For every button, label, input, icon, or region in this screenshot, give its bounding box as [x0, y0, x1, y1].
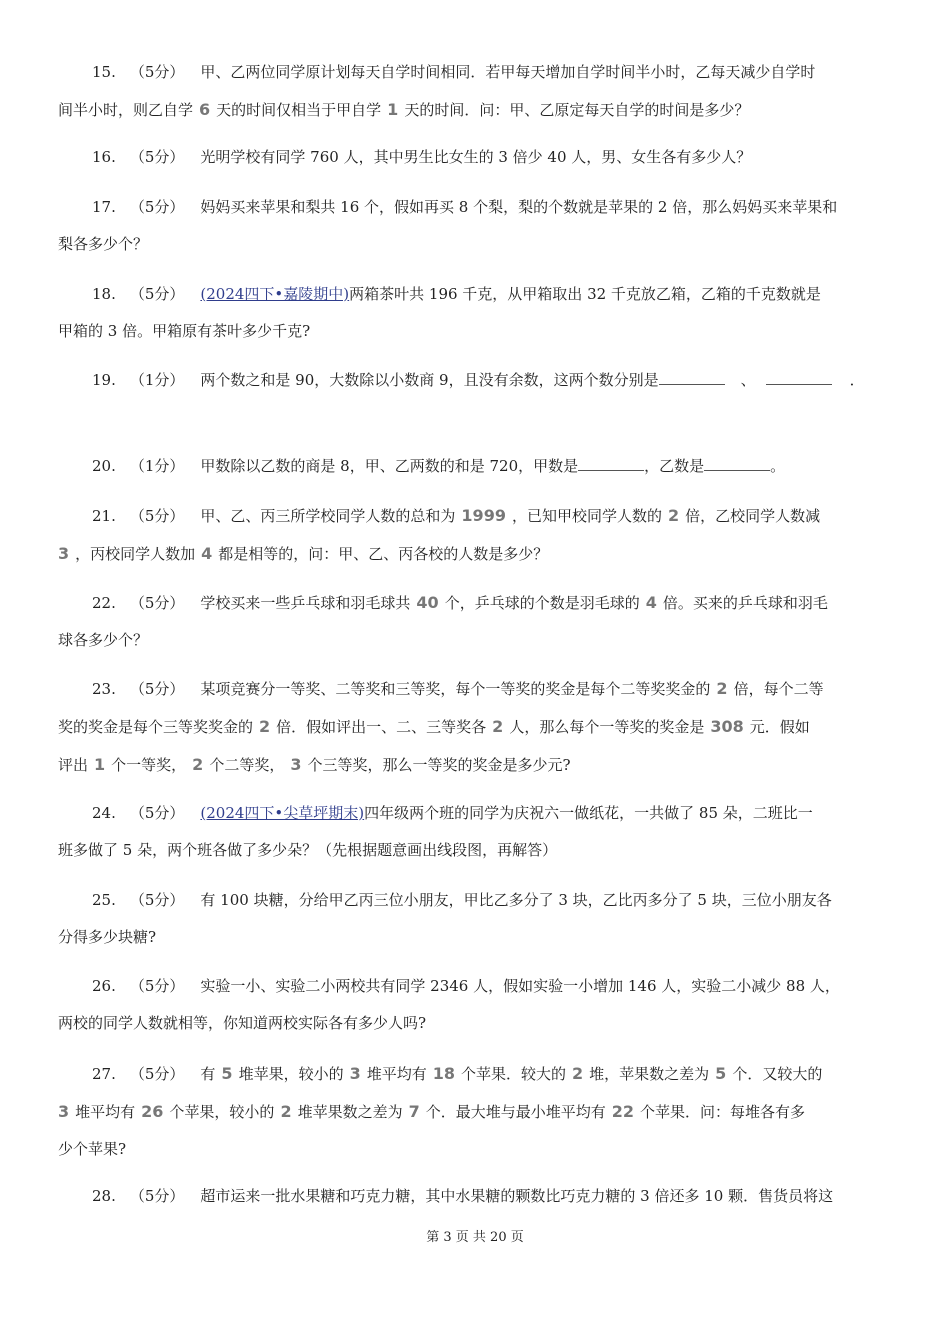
- question-15: 15. （5分） 甲、乙两位同学原计划每天自学时间相同．若甲每天增加自学时间半小时，乙每天减少自学时 间半小时，则乙自学 6 天的时间仅相当于甲自学 1 天的时间．问：甲、乙原定每天自学的时间是多少？: [58, 63, 816, 119]
- page-footer: 第 3 页 共 20 页: [426, 1230, 524, 1245]
- question-21: 21. （5分） 甲、乙、丙三所学校同学人数的总和为 1999 ，已知甲校同学人数的 2 倍，乙校同学人数减 3 ，丙校同学人数加 4 都是相等的，问：甲、乙、丙各校的人数是多少？: [58, 506, 821, 563]
- answer-blank[interactable]: [578, 456, 644, 471]
- question-26: 26. （5分） 实验一小、实验二小两校共有同学 2346 人，假如实验一小增加 146 人，实验二小减少 88 人， 两校的同学人数就相等，你知道两校实际各有多少人吗?: [58, 977, 840, 1032]
- source-link[interactable]: (2024四下•尖草坪期末): [200, 804, 365, 822]
- question-18: 18. （5分） (2024四下•嘉陵期中)两箱茶叶共 196 千克，从甲箱取出 32 千克放乙箱，乙箱的千克数就是 甲箱的 3 倍。甲箱原有茶叶多少千克?: [58, 285, 821, 340]
- question-23: 23. （5分） 某项竞赛分一等奖、二等奖和三等奖，每个一等奖的奖金是每个二等奖奖金的 2 倍，每个二等 奖的奖金是每个三等奖奖金的 2 倍．假如评出一、二、三等奖各 2 人，那么每个一等奖的奖金是 308 元．假如 评出 1 个一等奖， 2 个二等奖， 3 个三等奖，那么一等奖的奖金是多少元?: [58, 679, 824, 774]
- answer-blank[interactable]: [704, 456, 770, 471]
- question-16: 16. （5分） 光明学校有同学 760 人，其中男生比女生的 3 倍少 40 人，男、女生各有多少人？: [92, 148, 752, 166]
- question-17: 17. （5分） 妈妈买来苹果和梨共 16 个，假如再买 8 个梨，梨的个数就是苹果的 2 倍，那么妈妈买来苹果和 梨各多少个？: [58, 198, 838, 253]
- answer-blank[interactable]: [766, 370, 832, 385]
- source-link[interactable]: (2024四下•嘉陵期中): [200, 285, 350, 303]
- question-20: 20. （1分） 甲数除以乙数的商是 8，甲、乙两数的和是 720，甲数是 ，乙数是 。: [92, 457, 786, 475]
- question-24: 24. （5分） (2024四下•尖草坪期末)四年级两个班的同学为庆祝六一做纸花，一共做了 85 朵，二班比一 班多做了 5 朵，两个班各做了多少朵？（先根据题意画出线段图，再解答）: [58, 804, 813, 859]
- question-28: 28. （5分） 超市运来一批水果糖和巧克力糖，其中水果糖的颗数比巧克力糖的 3 倍还多 10 颗．售货员将这: [92, 1187, 834, 1205]
- answer-blank[interactable]: [659, 370, 725, 385]
- question-22: 22. （5分） 学校买来一些乒乓球和羽毛球共 40 个，乒乓球的个数是羽毛球的 4 倍。买来的乒乓球和羽毛 球各多少个？: [58, 593, 828, 649]
- question-19: 19. （1分） 两个数之和是 90，大数除以小数商 9，且没有余数，这两个数分别是 、 ．: [92, 371, 865, 389]
- question-27: 27. （5分） 有 5 堆苹果，较小的 3 堆平均有 18 个苹果．较大的 2 堆，苹果数之差为 5 个．又较大的 3 堆平均有 26 个苹果，较小的 2 堆苹果数之差为 7 个．最大堆与最小堆平均有 22 个苹果．问：每堆各有多 少个苹果?: [58, 1064, 823, 1158]
- question-25: 25. （5分） 有 100 块糖，分给甲乙丙三位小朋友，甲比乙多分了 3 块，乙比丙多分了 5 块，三位小朋友各 分得多少块糖?: [58, 891, 832, 946]
